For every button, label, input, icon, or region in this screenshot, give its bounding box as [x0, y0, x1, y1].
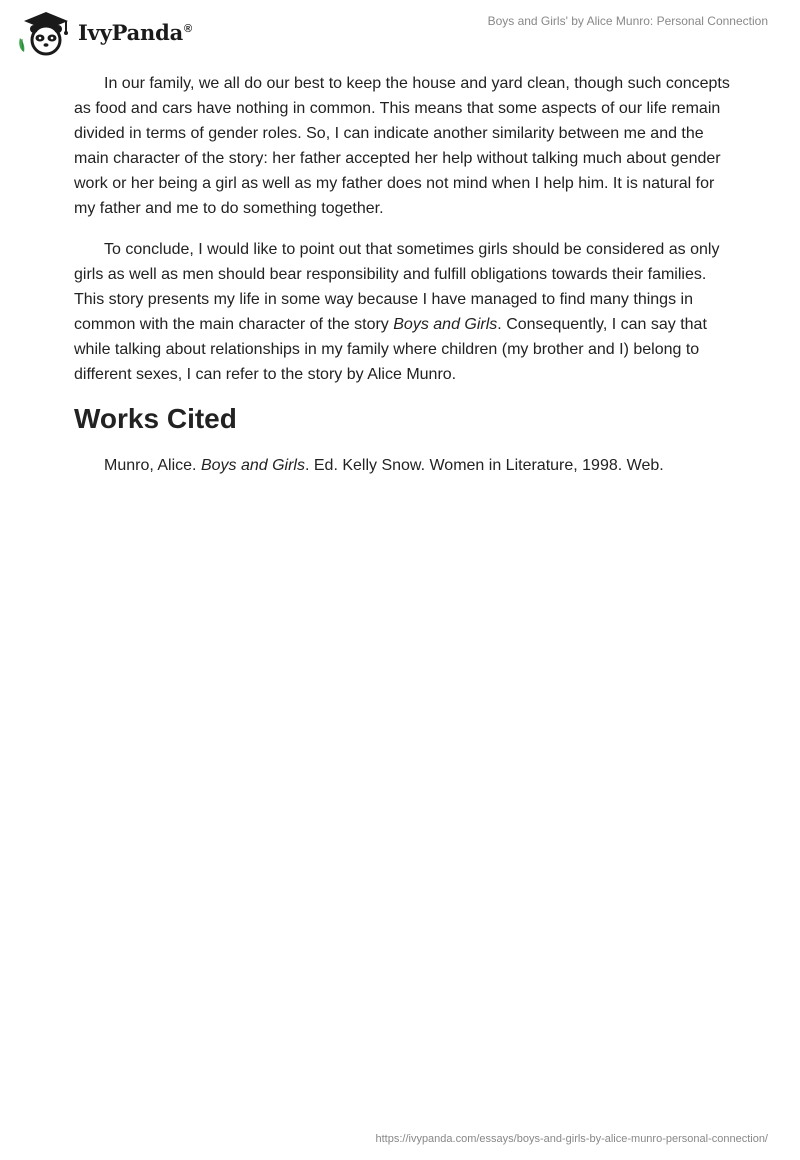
- works-cited-heading: Works Cited: [74, 403, 237, 434]
- paragraph-text: . Consequently, I can say that while talking about relationships in my family where children (my brother and I) belong to different sexes, I can refer to the story by Alice Munro.: [74, 316, 707, 383]
- body-paragraph: In our family, we all do our best to keep the house and yard clean, though such concepts as food and cars have nothing in common. This means that some aspects of our life remain divided in terms of gender roles. So, I can indicate another similarity between me and the main character of the story: her father accepted her help without talking much about gender work or her being a girl as well as my father does not mind when I help him. It is natural for my father and me to do something together.: [74, 75, 730, 217]
- panda-graduation-cap-icon: [16, 8, 74, 56]
- citation-entry: [74, 453, 734, 478]
- citation-title: Boys and Girls: [200, 457, 305, 474]
- source-url[interactable]: https://ivypanda.com/essays/boys-and-girls-by-alice-munro-personal-connection/: [375, 1133, 768, 1145]
- story-title: Boys and Girls: [393, 316, 498, 333]
- body-paragraph: [74, 237, 734, 387]
- paragraph-text: To conclude, I would like to point out that sometimes girls should be considered as only girls as well as men should bear responsibility and fulfill obligations towards their families. This story presents my life in some way because I have managed to find many things in common with the main character of the story: [74, 241, 720, 333]
- ivypanda-logo[interactable]: [16, 8, 192, 56]
- logo-wordmark: IvyPanda®: [78, 19, 192, 45]
- citation-author: Munro, Alice.: [104, 457, 201, 474]
- citation-details: . Ed. Kelly Snow. Women in Literature, 1998. Web.: [304, 457, 664, 474]
- document-title: Boys and Girls' by Alice Munro: Personal Connection: [487, 14, 768, 28]
- essay-content: [74, 71, 734, 478]
